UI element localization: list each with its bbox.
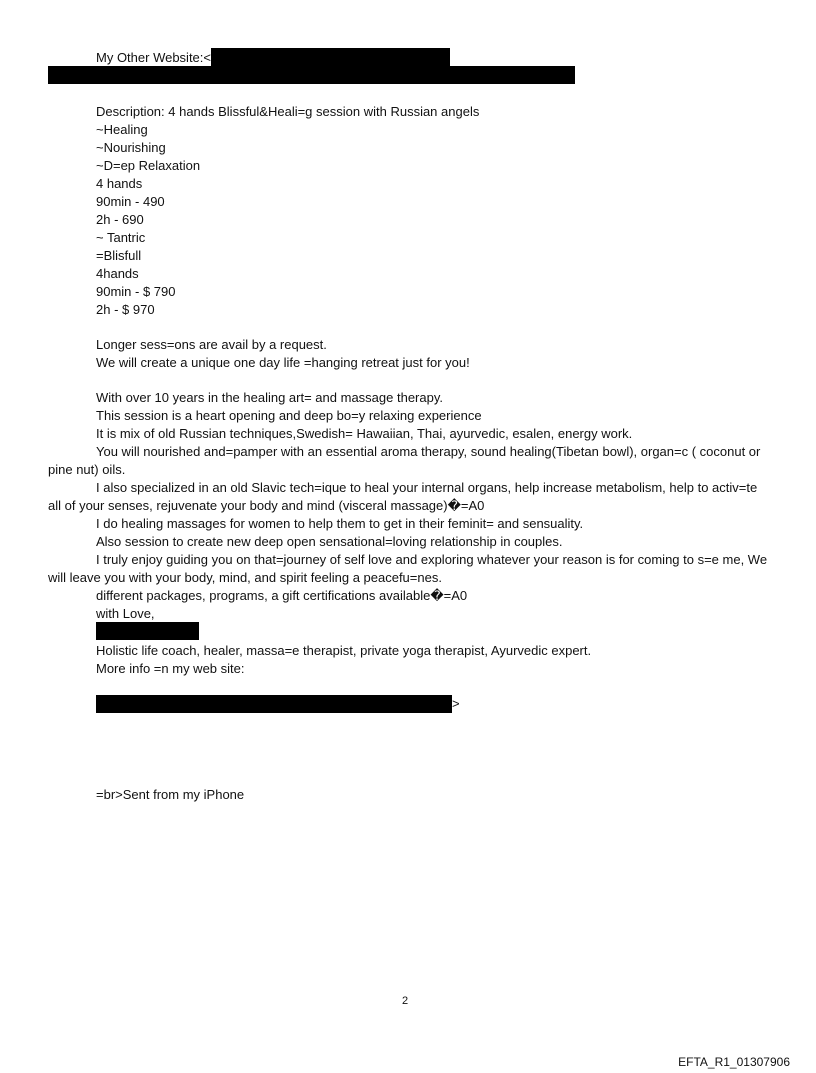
body-paragraph: I also specialized in an old Slavic tech=ique to heal your internal organs, help increase metabolism, help to activ=te all of your senses, rejuvenate your body and mind (visceral massage)�=A0 <box>48 480 758 513</box>
request-line: We will create a unique one day life =hanging retreat just for you! <box>96 355 470 370</box>
description-line: ~Healing <box>96 122 148 137</box>
redaction-box <box>48 66 575 84</box>
description-line: 4 hands <box>96 176 143 191</box>
body-paragraph: With over 10 years in the healing art= and massage therapy. <box>96 390 443 405</box>
description-title: Description: 4 hands Blissful&Heali=g session with Russian angels <box>96 104 480 119</box>
bates-number: EFTA_R1_01307906 <box>678 1055 790 1069</box>
description-line: 4hands <box>96 266 139 281</box>
body-paragraph: I truly enjoy guiding you on that=journey of self love and exploring whatever your reason is for coming to s=e me, We will leave you with your body, mind, and spirit feeling a peacefu=nes. <box>48 552 768 585</box>
description-line: 2h - $ 970 <box>96 302 155 317</box>
sent-from-line: =br>Sent from my iPhone <box>96 787 245 802</box>
description-line: 2h - 690 <box>96 212 144 227</box>
body-paragraph: Also session to create new deep open sensational=loving relationship in couples. <box>96 534 563 549</box>
body-paragraph: You will nourished and=pamper with an essential aroma therapy, sound healing(Tibetan bowl), organ=c ( coconut or pine nut) oils. <box>48 444 761 477</box>
request-line: Longer sess=ons are avail by a request. <box>96 337 327 352</box>
description-line: =Blisfull <box>96 248 142 263</box>
body-paragraph: I do healing massages for women to help them to get in their feminit= and sensuality. <box>96 516 584 531</box>
link-suffix: > <box>452 696 460 711</box>
signature-title: Holistic life coach, healer, massa=e therapist, private yoga therapist, Ayurvedic expert. <box>96 643 592 658</box>
my-other-website-label: My Other Website:< <box>96 50 211 65</box>
more-info-line: More info =n my web site: <box>96 661 245 676</box>
redaction-box <box>96 622 199 640</box>
description-line: 90min - 490 <box>96 194 165 209</box>
body-paragraph: This session is a heart opening and deep bo=y relaxing experience <box>96 408 482 423</box>
closing-line: with Love, <box>96 606 155 621</box>
description-line: ~D=ep Relaxation <box>96 158 201 173</box>
body-paragraph: different packages, programs, a gift certifications available�=A0 <box>96 588 468 603</box>
redaction-box <box>96 695 452 713</box>
redaction-box <box>211 48 450 66</box>
description-line: 90min - $ 790 <box>96 284 176 299</box>
body-paragraph: It is mix of old Russian techniques,Swedish= Hawaiian, Thai, ayurvedic, esalen, energy work. <box>96 426 633 441</box>
description-line: ~Nourishing <box>96 140 166 155</box>
description-line: ~ Tantric <box>96 230 146 245</box>
page-number: 2 <box>402 995 409 1007</box>
